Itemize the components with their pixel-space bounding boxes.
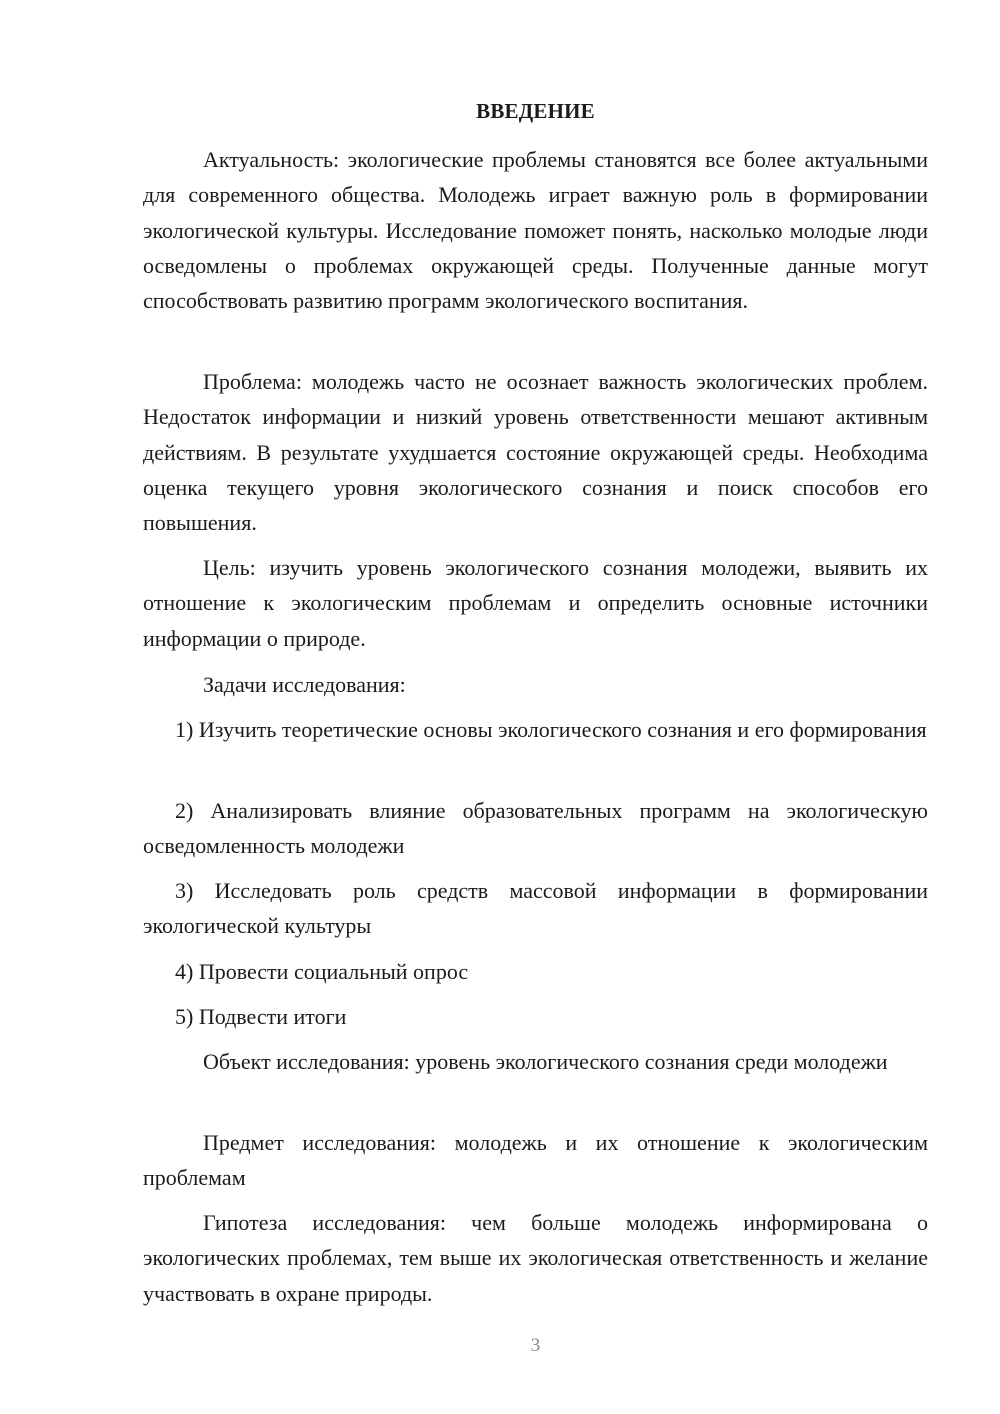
list-item-task-5: 5) Подвести итоги xyxy=(175,1004,347,1029)
paragraph-object: Объект исследования: уровень экологического сознания среди молодежи xyxy=(203,1049,888,1074)
paragraph-problem: Проблема: молодежь часто не осознает важность экологических проблем. Недостаток информации и низкий уровень ответственности мешают активным действиям. В результате ухудшается состояние окружающей среды. Необходима оценка текущего уровня экологического сознания и поиск способов его повышения. xyxy=(143,369,928,536)
document-page xyxy=(143,0,928,1414)
page-title: ВВЕДЕНИЕ xyxy=(476,99,595,123)
list-item-task-2: 2) Анализировать влияние образовательных программ на экологическую осведомленность молодежи xyxy=(143,798,928,859)
paragraph-relevance: Актуальность: экологические проблемы становятся все более актуальными для современного общества. Молодежь играет важную роль в формировании экологической культуры. Исследование поможет понять, насколько молодые люди осведомлены о проблемах окружающей среды. Полученные данные могут способствовать развитию программ экологического воспитания. xyxy=(143,147,928,314)
list-item-task-1: 1) Изучить теоретические основы экологического сознания и его формирования xyxy=(175,717,927,742)
paragraph-tasks-heading: Задачи исследования: xyxy=(203,672,406,697)
list-item-task-4: 4) Провести социальный опрос xyxy=(175,959,469,984)
paragraph-hypothesis: Гипотеза исследования: чем больше молодежь информирована о экологических проблемах, тем выше их экологическая ответственность и желание участвовать в охране природы. xyxy=(143,1210,928,1306)
paragraph-goal: Цель: изучить уровень экологического сознания молодежи, выявить их отношение к экологическим проблемам и определить основные источники информации о природе. xyxy=(143,555,928,651)
list-item-task-3: 3) Исследовать роль средств массовой информации в формировании экологической культуры xyxy=(143,878,928,939)
paragraph-subject: Предмет исследования: молодежь и их отношение к экологическим проблемам xyxy=(143,1130,928,1191)
page-number: 3 xyxy=(530,1335,541,1356)
